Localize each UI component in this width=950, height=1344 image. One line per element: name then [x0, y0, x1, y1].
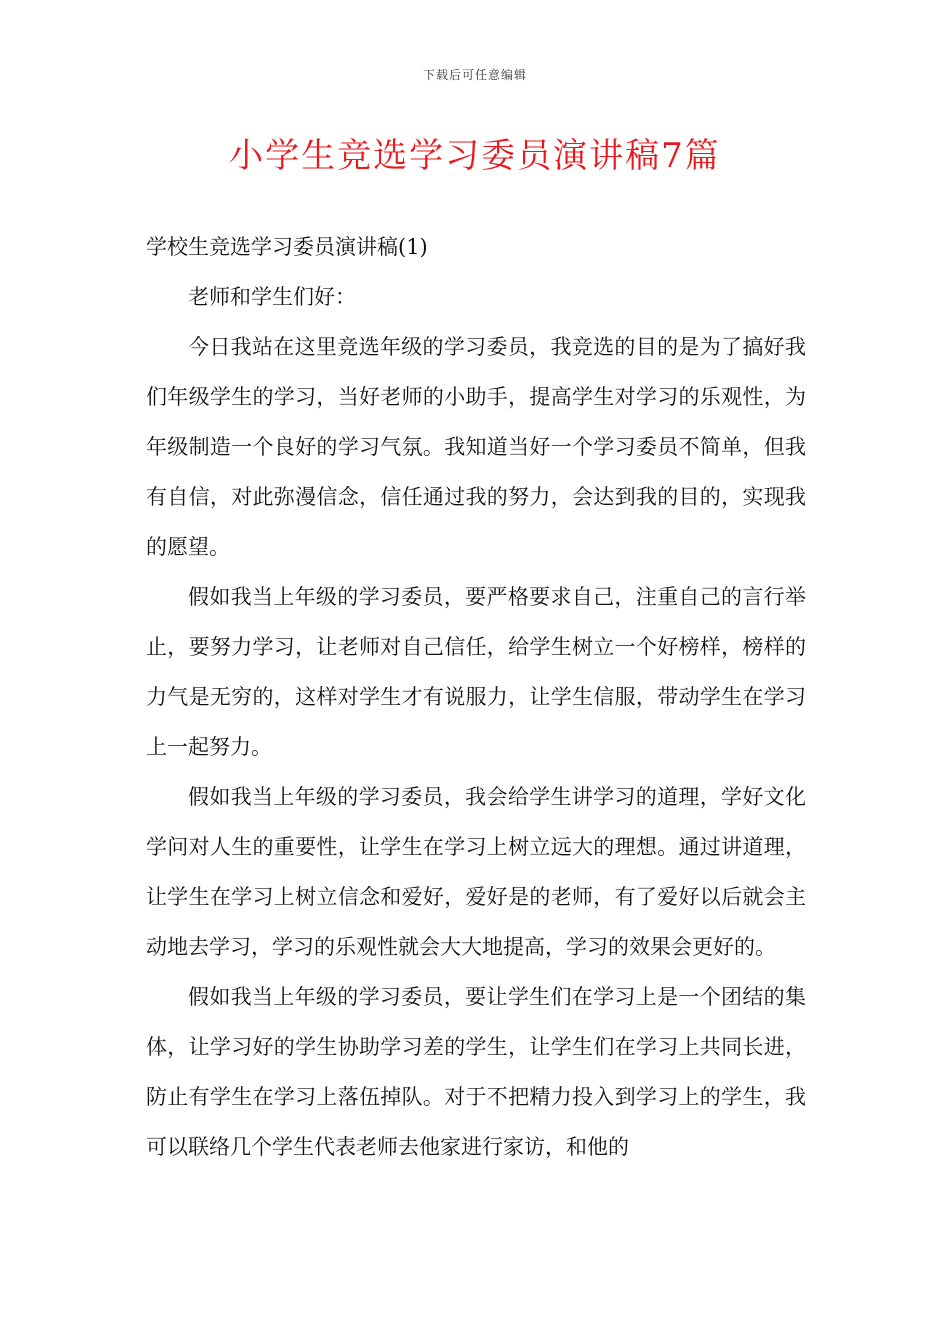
paragraph: 假如我当上年级的学习委员，要严格要求自己，注重自己的言行举止，要努力学习，让老师对自己信任，给学生树立一个好榜样，榜样的力气是无穷的，这样对学生才有说服力，让学生信服，带动学生在学习上一起努力。 [146, 585, 806, 759]
paragraph-greeting: 老师和学生们好： [188, 285, 356, 309]
header-note: 下载后可任意编辑 [422, 68, 527, 82]
document-body [146, 222, 806, 1172]
paragraph: 今日我站在这里竞选年级的学习委员，我竞选的目的是为了搞好我们年级学生的学习，当好老师的小助手，提高学生对学习的乐观性，为年级制造一个良好的学习气氛。我知道当好一个学习委员不简单，但我有自信，对此弥漫信念，信任通过我的努力，会达到我的目的，实现我的愿望。 [146, 335, 806, 559]
document-title: 小学生竞选学习委员演讲稿7篇 [229, 136, 721, 176]
section-heading: 学校生竞选学习委员演讲稿(1) [146, 235, 428, 259]
paragraph: 假如我当上年级的学习委员，要让学生们在学习上是一个团结的集体，让学习好的学生协助学习差的学生，让学生们在学习上共同长进，防止有学生在学习上落伍掉队。对于不把精力投入到学习上的学生，我可以联络几个学生代表老师去他家进行家访，和他的 [146, 985, 806, 1159]
paragraph: 假如我当上年级的学习委员，我会给学生讲学习的道理，学好文化学问对人生的重要性，让学生在学习上树立远大的理想。通过讲道理，让学生在学习上树立信念和爱好，爱好是的老师，有了爱好以后就会主动地去学习，学习的乐观性就会大大地提高，学习的效果会更好的。 [146, 785, 806, 959]
